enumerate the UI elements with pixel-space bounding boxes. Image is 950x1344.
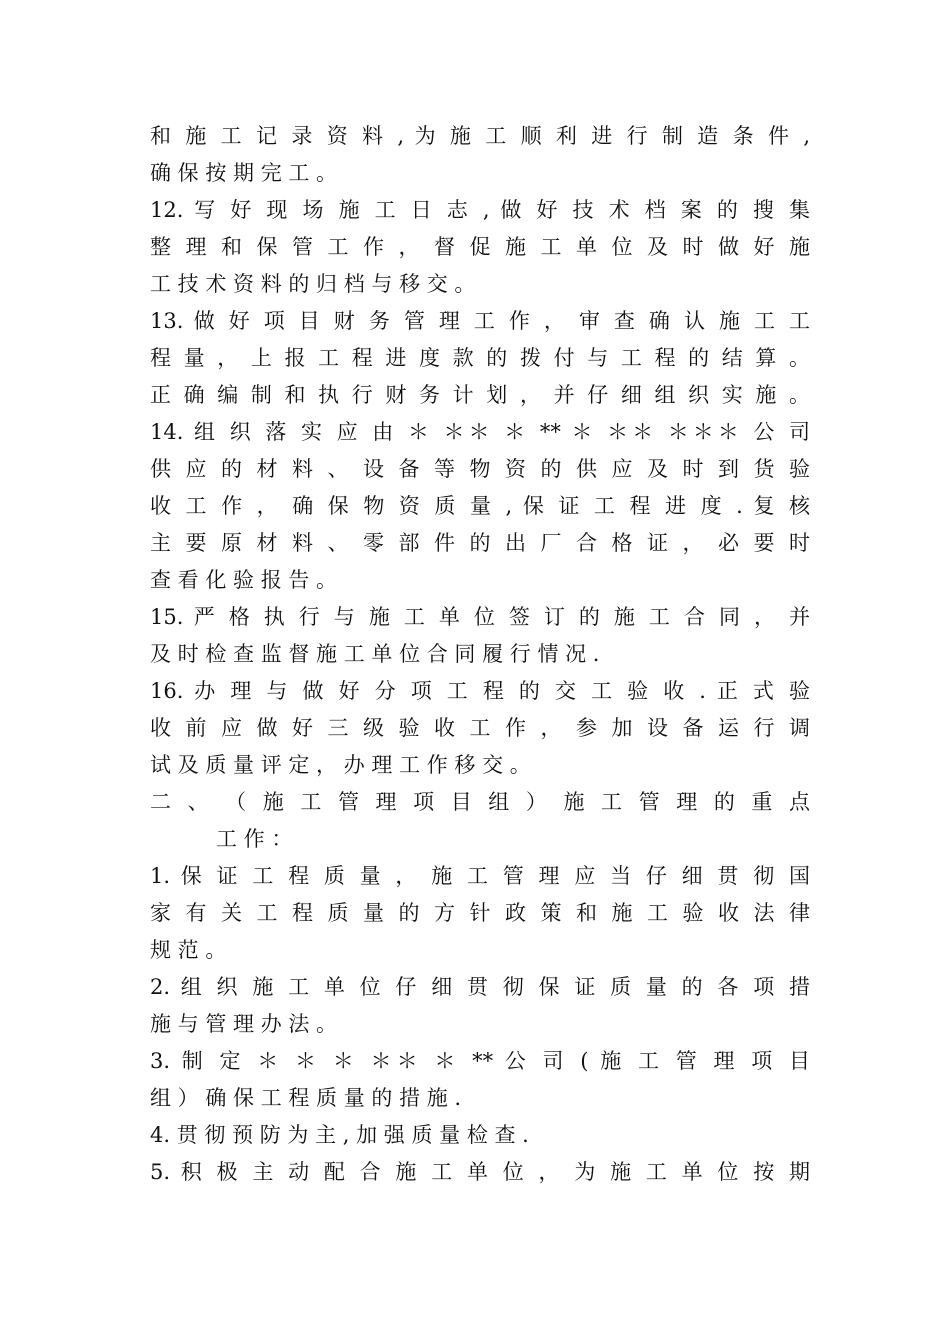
text-line: 组 ） 确 保 工 程 质 量 的 措 施 . [150, 1086, 462, 1110]
document-body [150, 118, 810, 1191]
text-line: 收 前 应 做 好 三 级 验 收 工 作 ， 参 加 设 备 运 行 调 [150, 716, 810, 740]
text-line: 施 与 管 理 办 法 。 [150, 1012, 338, 1036]
list-item-13: 13. 做 好 项 目 财 务 管 理 工 作 ， 审 查 确 认 施 工 工 [150, 309, 810, 333]
text-line: 规 范 。 [150, 938, 227, 962]
text-line: 程 量 ， 上 报 工 程 进 度 款 的 拨 付 与 工 程 的 结 算 。 [150, 346, 810, 370]
text-line: 供 应 的 材 料 、 设 备 等 物 资 的 供 应 及 时 到 货 验 [150, 457, 810, 481]
text-line: 和 施 工 记 录 资 料 , 为 施 工 顺 利 进 行 制 造 条 件 , [150, 124, 810, 148]
text-line: 家 有 关 工 程 质 量 的 方 针 政 策 和 施 工 验 收 法 律 [150, 901, 810, 925]
text-line: 及 时 检 查 监 督 施 工 单 位 合 同 履 行 情 况 . [150, 642, 600, 666]
text-line: 整 理 和 保 管 工 作 ， 督 促 施 工 单 位 及 时 做 好 施 [150, 235, 810, 259]
text-line: 确 保 按 期 完 工 。 [150, 161, 338, 185]
list-item-14: 14. 组 织 落 实 应 由 ＊ ＊＊ ＊ ** ＊ ＊＊ ＊＊＊ 公 司 [150, 420, 810, 444]
list-item-3: 3. 制 定 ＊ ＊ ＊ ＊＊ ＊ ** 公 司 ( 施 工 管 理 项 目 [150, 1049, 810, 1073]
list-item-12: 12. 写 好 现 场 施 工 日 志 , 做 好 技 术 档 案 的 搜 集 [150, 198, 810, 222]
list-item-1: 1. 保 证 工 程 质 量 ， 施 工 管 理 应 当 仔 细 贯 彻 国 [150, 864, 810, 888]
text-line: 试 及 质 量 评 定 ， 办 理 工 作 移 交 。 [150, 753, 531, 777]
section-heading-continuation: 工 作 ： [216, 827, 293, 851]
text-line: 工 技 术 资 料 的 归 档 与 移 交 。 [150, 272, 476, 296]
list-item-2: 2. 组 织 施 工 单 位 仔 细 贯 彻 保 证 质 量 的 各 项 措 [150, 975, 810, 999]
section-heading: 二 、 （ 施 工 管 理 项 目 组 ） 施 工 管 理 的 重 点 [150, 790, 810, 814]
text-line: 主 要 原 材 料 、 零 部 件 的 出 厂 合 格 证 ， 必 要 时 [150, 531, 810, 555]
list-item-15: 15. 严 格 执 行 与 施 工 单 位 签 订 的 施 工 合 同 ， 并 [150, 605, 810, 629]
list-item-16: 16. 办 理 与 做 好 分 项 工 程 的 交 工 验 收 . 正 式 验 [150, 679, 810, 703]
list-item-5: 5. 积 极 主 动 配 合 施 工 单 位 ， 为 施 工 单 位 按 期 [150, 1160, 810, 1184]
text-line: 正 确 编 制 和 执 行 财 务 计 划 ， 并 仔 细 组 织 实 施 。 [150, 383, 810, 407]
text-line: 收 工 作 ， 确 保 物 资 质 量 , 保 证 工 程 进 度 . 复 核 [150, 494, 810, 518]
text-line: 查 看 化 验 报 告 。 [150, 568, 338, 592]
list-item-4: 4. 贯 彻 预 防 为 主 , 加 强 质 量 检 查 . [150, 1123, 529, 1147]
